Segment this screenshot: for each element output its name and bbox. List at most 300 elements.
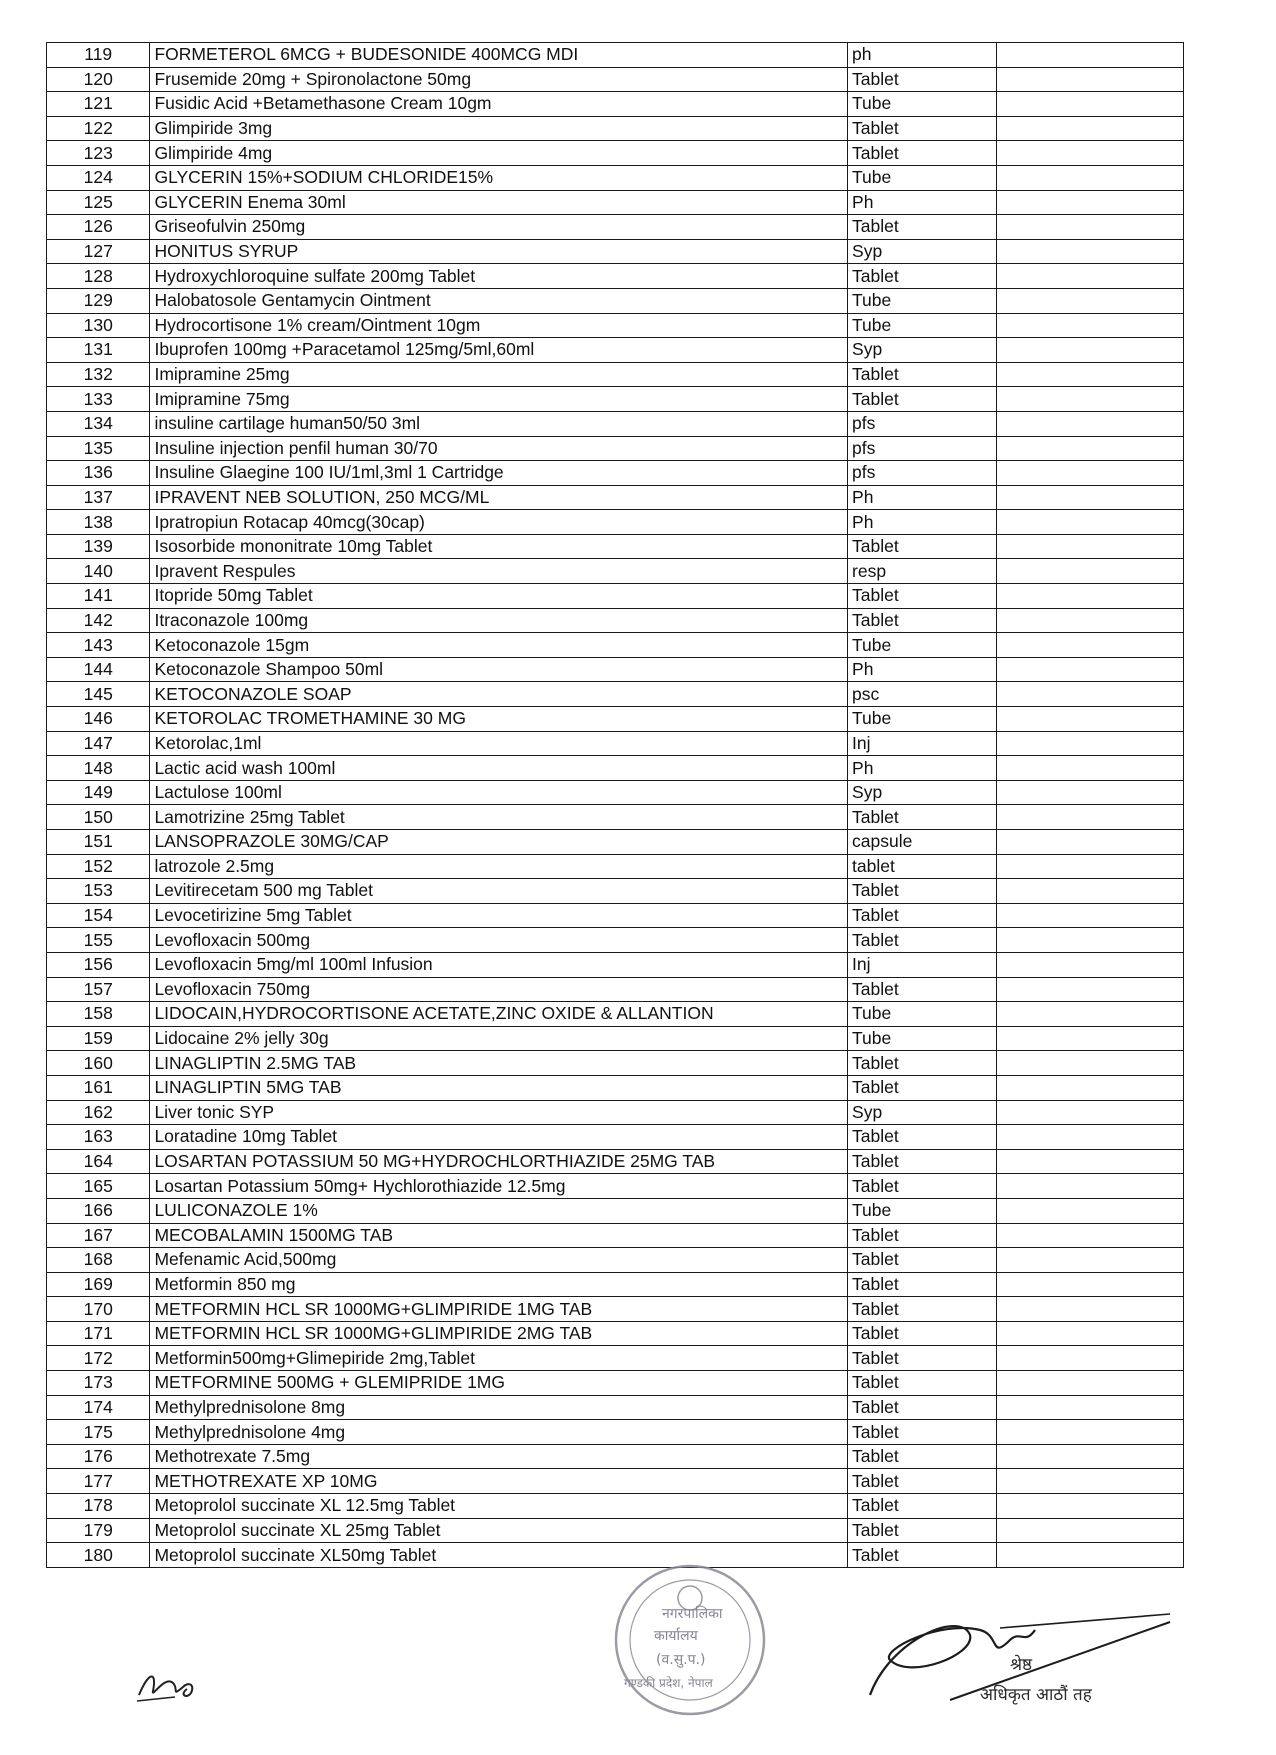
item-name-cell: KETOROLAC TROMETHAMINE 30 MG (150, 707, 848, 732)
table-row (47, 1223, 1184, 1248)
item-name-cell: latrozole 2.5mg (150, 854, 848, 879)
blank-cell (996, 952, 1183, 977)
table-row (47, 1051, 1184, 1076)
blank-cell (996, 1198, 1183, 1223)
serial-number-cell: 170 (47, 1297, 150, 1322)
unit-cell: Tablet (848, 903, 997, 928)
office-stamp (610, 1560, 770, 1720)
table-row (47, 707, 1184, 732)
item-name-cell: Lactic acid wash 100ml (150, 756, 848, 781)
unit-cell: Tablet (848, 1297, 997, 1322)
unit-cell: Syp (848, 239, 997, 264)
serial-number-cell: 139 (47, 534, 150, 559)
table-row (47, 780, 1184, 805)
stamp-line-1: नगरपालिका (662, 1606, 723, 1622)
table-row (47, 952, 1184, 977)
serial-number-cell: 137 (47, 485, 150, 510)
blank-cell (996, 411, 1183, 436)
unit-cell: capsule (848, 830, 997, 855)
table-row (47, 1297, 1184, 1322)
blank-cell (996, 190, 1183, 215)
blank-cell (996, 116, 1183, 141)
table-row (47, 1002, 1184, 1027)
item-name-cell: Lactulose 100ml (150, 780, 848, 805)
unit-cell: Tablet (848, 1469, 997, 1494)
serial-number-cell: 157 (47, 977, 150, 1002)
serial-number-cell: 180 (47, 1543, 150, 1568)
unit-cell: Tube (848, 165, 997, 190)
serial-number-cell: 150 (47, 805, 150, 830)
serial-number-cell: 161 (47, 1075, 150, 1100)
table-row (47, 510, 1184, 535)
table-row (47, 116, 1184, 141)
item-name-cell: Methylprednisolone 4mg (150, 1420, 848, 1445)
unit-cell: Tablet (848, 1518, 997, 1543)
item-name-cell: Ipravent Respules (150, 559, 848, 584)
item-name-cell: Levocetirizine 5mg Tablet (150, 903, 848, 928)
unit-cell: Tablet (848, 805, 997, 830)
serial-number-cell: 152 (47, 854, 150, 879)
blank-cell (996, 608, 1183, 633)
item-name-cell: Metoprolol succinate XL 25mg Tablet (150, 1518, 848, 1543)
unit-cell: Tablet (848, 1223, 997, 1248)
serial-number-cell: 144 (47, 657, 150, 682)
blank-cell (996, 485, 1183, 510)
blank-cell (996, 657, 1183, 682)
item-name-cell: Isosorbide mononitrate 10mg Tablet (150, 534, 848, 559)
blank-cell (996, 288, 1183, 313)
table-row (47, 682, 1184, 707)
serial-number-cell: 165 (47, 1174, 150, 1199)
blank-cell (996, 928, 1183, 953)
table-row (47, 1469, 1184, 1494)
item-name-cell: Lidocaine 2% jelly 30g (150, 1026, 848, 1051)
item-name-cell: Ipratropiun Rotacap 40mcg(30cap) (150, 510, 848, 535)
unit-cell: Tablet (848, 1543, 997, 1568)
item-name-cell: HONITUS SYRUP (150, 239, 848, 264)
table-row (47, 288, 1184, 313)
table-row (47, 1518, 1184, 1543)
unit-cell: Tube (848, 288, 997, 313)
blank-cell (996, 731, 1183, 756)
unit-cell: Tablet (848, 928, 997, 953)
serial-number-cell: 154 (47, 903, 150, 928)
table-row (47, 731, 1184, 756)
table-row (47, 1420, 1184, 1445)
unit-cell: Tube (848, 707, 997, 732)
unit-cell: Tablet (848, 1494, 997, 1519)
serial-number-cell: 169 (47, 1272, 150, 1297)
item-name-cell: Metformin500mg+Glimepiride 2mg,Tablet (150, 1346, 848, 1371)
table-row (47, 1395, 1184, 1420)
table-row (47, 928, 1184, 953)
unit-cell: Ph (848, 657, 997, 682)
serial-number-cell: 159 (47, 1026, 150, 1051)
item-name-cell: LINAGLIPTIN 5MG TAB (150, 1075, 848, 1100)
table-row (47, 165, 1184, 190)
blank-cell (996, 43, 1183, 68)
item-name-cell: Ketoconazole 15gm (150, 633, 848, 658)
blank-cell (996, 1026, 1183, 1051)
blank-cell (996, 1100, 1183, 1125)
item-name-cell: METFORMIN HCL SR 1000MG+GLIMPIRIDE 2MG TAB (150, 1321, 848, 1346)
blank-cell (996, 1174, 1183, 1199)
serial-number-cell: 164 (47, 1149, 150, 1174)
table-row (47, 756, 1184, 781)
blank-cell (996, 584, 1183, 609)
table-row (47, 215, 1184, 240)
serial-number-cell: 160 (47, 1051, 150, 1076)
blank-cell (996, 1395, 1183, 1420)
table-row (47, 1100, 1184, 1125)
serial-number-cell: 143 (47, 633, 150, 658)
blank-cell (996, 1469, 1183, 1494)
item-name-cell: Levofloxacin 750mg (150, 977, 848, 1002)
unit-cell: Tablet (848, 1174, 997, 1199)
item-name-cell: LOSARTAN POTASSIUM 50 MG+HYDROCHLORTHIAZIDE 25MG TAB (150, 1149, 848, 1174)
table-row (47, 584, 1184, 609)
table-row (47, 559, 1184, 584)
blank-cell (996, 534, 1183, 559)
table-row (47, 1346, 1184, 1371)
serial-number-cell: 167 (47, 1223, 150, 1248)
table-row (47, 1149, 1184, 1174)
table-row (47, 264, 1184, 289)
blank-cell (996, 756, 1183, 781)
unit-cell: pfs (848, 411, 997, 436)
unit-cell: Tube (848, 1002, 997, 1027)
serial-number-cell: 171 (47, 1321, 150, 1346)
unit-cell: tablet (848, 854, 997, 879)
serial-number-cell: 177 (47, 1469, 150, 1494)
item-name-cell: Hydrocortisone 1% cream/Ointment 10gm (150, 313, 848, 338)
blank-cell (996, 1297, 1183, 1322)
table-row (47, 92, 1184, 117)
item-name-cell: Imipramine 25mg (150, 362, 848, 387)
serial-number-cell: 168 (47, 1248, 150, 1273)
item-name-cell: Ketoconazole Shampoo 50ml (150, 657, 848, 682)
unit-cell: Tablet (848, 1272, 997, 1297)
item-name-cell: GLYCERIN Enema 30ml (150, 190, 848, 215)
blank-cell (996, 1149, 1183, 1174)
unit-cell: Tablet (848, 1149, 997, 1174)
blank-cell (996, 682, 1183, 707)
serial-number-cell: 149 (47, 780, 150, 805)
item-name-cell: Halobatosole Gentamycin Ointment (150, 288, 848, 313)
serial-number-cell: 120 (47, 67, 150, 92)
table-row (47, 1494, 1184, 1519)
unit-cell: Tablet (848, 1321, 997, 1346)
item-name-cell: Metoprolol succinate XL50mg Tablet (150, 1543, 848, 1568)
blank-cell (996, 977, 1183, 1002)
unit-cell: Syp (848, 1100, 997, 1125)
stamp-line-3: (व.सु.प.) (656, 1652, 706, 1668)
blank-cell (996, 1518, 1183, 1543)
unit-cell: Tablet (848, 608, 997, 633)
table-row (47, 879, 1184, 904)
table-row (47, 485, 1184, 510)
item-name-cell: MECOBALAMIN 1500MG TAB (150, 1223, 848, 1248)
serial-number-cell: 121 (47, 92, 150, 117)
table-row (47, 805, 1184, 830)
table-row (47, 1026, 1184, 1051)
serial-number-cell: 156 (47, 952, 150, 977)
medicine-list-table (46, 42, 1184, 1568)
table-row (47, 362, 1184, 387)
table-row (47, 903, 1184, 928)
serial-number-cell: 128 (47, 264, 150, 289)
blank-cell (996, 1223, 1183, 1248)
unit-cell: Syp (848, 338, 997, 363)
unit-cell: Tablet (848, 215, 997, 240)
item-name-cell: KETOCONAZOLE SOAP (150, 682, 848, 707)
blank-cell (996, 92, 1183, 117)
table-row (47, 830, 1184, 855)
unit-cell: Tablet (848, 1444, 997, 1469)
serial-number-cell: 135 (47, 436, 150, 461)
unit-cell: Syp (848, 780, 997, 805)
serial-number-cell: 147 (47, 731, 150, 756)
item-name-cell: Methylprednisolone 8mg (150, 1395, 848, 1420)
signature-title: अधिकृत आठौं तह (980, 1685, 1092, 1705)
table-body (47, 43, 1184, 1568)
item-name-cell: Itopride 50mg Tablet (150, 584, 848, 609)
unit-cell: Tablet (848, 116, 997, 141)
item-name-cell: Insuline Glaegine 100 IU/1ml,3ml 1 Cartridge (150, 461, 848, 486)
unit-cell: Tablet (848, 264, 997, 289)
serial-number-cell: 134 (47, 411, 150, 436)
serial-number-cell: 142 (47, 608, 150, 633)
blank-cell (996, 830, 1183, 855)
item-name-cell: Methotrexate 7.5mg (150, 1444, 848, 1469)
serial-number-cell: 125 (47, 190, 150, 215)
blank-cell (996, 633, 1183, 658)
unit-cell: ph (848, 43, 997, 68)
item-name-cell: Ketorolac,1ml (150, 731, 848, 756)
unit-cell: Inj (848, 731, 997, 756)
serial-number-cell: 131 (47, 338, 150, 363)
blank-cell (996, 1321, 1183, 1346)
serial-number-cell: 145 (47, 682, 150, 707)
signature-name: श्रेष्ठ (1010, 1655, 1033, 1675)
blank-cell (996, 854, 1183, 879)
unit-cell: Tablet (848, 1248, 997, 1273)
blank-cell (996, 387, 1183, 412)
serial-number-cell: 133 (47, 387, 150, 412)
table-row (47, 1371, 1184, 1396)
serial-number-cell: 153 (47, 879, 150, 904)
serial-number-cell: 119 (47, 43, 150, 68)
blank-cell (996, 1002, 1183, 1027)
item-name-cell: LULICONAZOLE 1% (150, 1198, 848, 1223)
table-row (47, 977, 1184, 1002)
blank-cell (996, 1371, 1183, 1396)
unit-cell: Ph (848, 485, 997, 510)
table-row (47, 1174, 1184, 1199)
unit-cell: Tablet (848, 879, 997, 904)
table-row (47, 1321, 1184, 1346)
stamp-line-2: कार्यालय (654, 1628, 698, 1644)
table-row (47, 1125, 1184, 1150)
serial-number-cell: 173 (47, 1371, 150, 1396)
serial-number-cell: 176 (47, 1444, 150, 1469)
blank-cell (996, 461, 1183, 486)
item-name-cell: Levofloxacin 5mg/ml 100ml Infusion (150, 952, 848, 977)
item-name-cell: Glimpiride 4mg (150, 141, 848, 166)
item-name-cell: LANSOPRAZOLE 30MG/CAP (150, 830, 848, 855)
table-row (47, 1075, 1184, 1100)
unit-cell: pfs (848, 436, 997, 461)
blank-cell (996, 1125, 1183, 1150)
serial-number-cell: 132 (47, 362, 150, 387)
blank-cell (996, 1444, 1183, 1469)
unit-cell: psc (848, 682, 997, 707)
item-name-cell: METFORMIN HCL SR 1000MG+GLIMPIRIDE 1MG TAB (150, 1297, 848, 1322)
item-name-cell: Loratadine 10mg Tablet (150, 1125, 848, 1150)
table-row (47, 1272, 1184, 1297)
item-name-cell: Glimpiride 3mg (150, 116, 848, 141)
table-row (47, 534, 1184, 559)
item-name-cell: Griseofulvin 250mg (150, 215, 848, 240)
serial-number-cell: 130 (47, 313, 150, 338)
serial-number-cell: 178 (47, 1494, 150, 1519)
unit-cell: resp (848, 559, 997, 584)
item-name-cell: Losartan Potassium 50mg+ Hychlorothiazide 12.5mg (150, 1174, 848, 1199)
blank-cell (996, 362, 1183, 387)
blank-cell (996, 1075, 1183, 1100)
unit-cell: Tablet (848, 1075, 997, 1100)
serial-number-cell: 140 (47, 559, 150, 584)
unit-cell: Tube (848, 1198, 997, 1223)
table-row (47, 67, 1184, 92)
item-name-cell: Itraconazole 100mg (150, 608, 848, 633)
item-name-cell: Frusemide 20mg + Spironolactone 50mg (150, 67, 848, 92)
blank-cell (996, 805, 1183, 830)
serial-number-cell: 148 (47, 756, 150, 781)
unit-cell: Tablet (848, 1051, 997, 1076)
unit-cell: Tablet (848, 584, 997, 609)
unit-cell: Tube (848, 1026, 997, 1051)
item-name-cell: GLYCERIN 15%+SODIUM CHLORIDE15% (150, 165, 848, 190)
blank-cell (996, 436, 1183, 461)
blank-cell (996, 313, 1183, 338)
table-row (47, 657, 1184, 682)
blank-cell (996, 165, 1183, 190)
unit-cell: Tablet (848, 534, 997, 559)
item-name-cell: Metformin 850 mg (150, 1272, 848, 1297)
unit-cell: Tablet (848, 1125, 997, 1150)
blank-cell (996, 338, 1183, 363)
table-row (47, 1198, 1184, 1223)
serial-number-cell: 126 (47, 215, 150, 240)
serial-number-cell: 124 (47, 165, 150, 190)
item-name-cell: Metoprolol succinate XL 12.5mg Tablet (150, 1494, 848, 1519)
unit-cell: Ph (848, 756, 997, 781)
unit-cell: Ph (848, 190, 997, 215)
table-row (47, 313, 1184, 338)
serial-number-cell: 162 (47, 1100, 150, 1125)
table-row (47, 387, 1184, 412)
item-name-cell: Fusidic Acid +Betamethasone Cream 10gm (150, 92, 848, 117)
item-name-cell: METHOTREXATE XP 10MG (150, 1469, 848, 1494)
item-name-cell: Ibuprofen 100mg +Paracetamol 125mg/5ml,60ml (150, 338, 848, 363)
blank-cell (996, 559, 1183, 584)
blank-cell (996, 510, 1183, 535)
serial-number-cell: 174 (47, 1395, 150, 1420)
blank-cell (996, 264, 1183, 289)
table-row (47, 239, 1184, 264)
blank-cell (996, 780, 1183, 805)
officer-signature (850, 1600, 1180, 1720)
serial-number-cell: 158 (47, 1002, 150, 1027)
item-name-cell: Imipramine 75mg (150, 387, 848, 412)
unit-cell: Tablet (848, 141, 997, 166)
unit-cell: Tablet (848, 387, 997, 412)
table-row (47, 436, 1184, 461)
serial-number-cell: 151 (47, 830, 150, 855)
unit-cell: Tablet (848, 67, 997, 92)
table-row (47, 141, 1184, 166)
serial-number-cell: 122 (47, 116, 150, 141)
item-name-cell: insuline cartilage human50/50 3ml (150, 411, 848, 436)
item-name-cell: LINAGLIPTIN 2.5MG TAB (150, 1051, 848, 1076)
blank-cell (996, 1494, 1183, 1519)
item-name-cell: Hydroxychloroquine sulfate 200mg Tablet (150, 264, 848, 289)
serial-number-cell: 138 (47, 510, 150, 535)
unit-cell: Tablet (848, 977, 997, 1002)
table-row (47, 461, 1184, 486)
blank-cell (996, 903, 1183, 928)
serial-number-cell: 163 (47, 1125, 150, 1150)
serial-number-cell: 127 (47, 239, 150, 264)
unit-cell: Inj (848, 952, 997, 977)
blank-cell (996, 215, 1183, 240)
serial-number-cell: 136 (47, 461, 150, 486)
table-row (47, 411, 1184, 436)
serial-number-cell: 146 (47, 707, 150, 732)
unit-cell: Tablet (848, 1371, 997, 1396)
item-name-cell: Mefenamic Acid,500mg (150, 1248, 848, 1273)
unit-cell: pfs (848, 461, 997, 486)
blank-cell (996, 141, 1183, 166)
serial-number-cell: 166 (47, 1198, 150, 1223)
table-row (47, 854, 1184, 879)
table-row (47, 338, 1184, 363)
table-row (47, 608, 1184, 633)
item-name-cell: Liver tonic SYP (150, 1100, 848, 1125)
serial-number-cell: 123 (47, 141, 150, 166)
unit-cell: Tablet (848, 1420, 997, 1445)
blank-cell (996, 707, 1183, 732)
serial-number-cell: 155 (47, 928, 150, 953)
item-name-cell: METFORMINE 500MG + GLEMIPRIDE 1MG (150, 1371, 848, 1396)
blank-cell (996, 1272, 1183, 1297)
serial-number-cell: 179 (47, 1518, 150, 1543)
serial-number-cell: 172 (47, 1346, 150, 1371)
table-row (47, 633, 1184, 658)
unit-cell: Ph (848, 510, 997, 535)
item-name-cell: Insuline injection penfil human 30/70 (150, 436, 848, 461)
unit-cell: Tablet (848, 362, 997, 387)
serial-number-cell: 175 (47, 1420, 150, 1445)
serial-number-cell: 141 (47, 584, 150, 609)
unit-cell: Tube (848, 313, 997, 338)
unit-cell: Tube (848, 92, 997, 117)
unit-cell: Tablet (848, 1395, 997, 1420)
item-name-cell: Levitirecetam 500 mg Tablet (150, 879, 848, 904)
table-row (47, 190, 1184, 215)
table-row (47, 1444, 1184, 1469)
